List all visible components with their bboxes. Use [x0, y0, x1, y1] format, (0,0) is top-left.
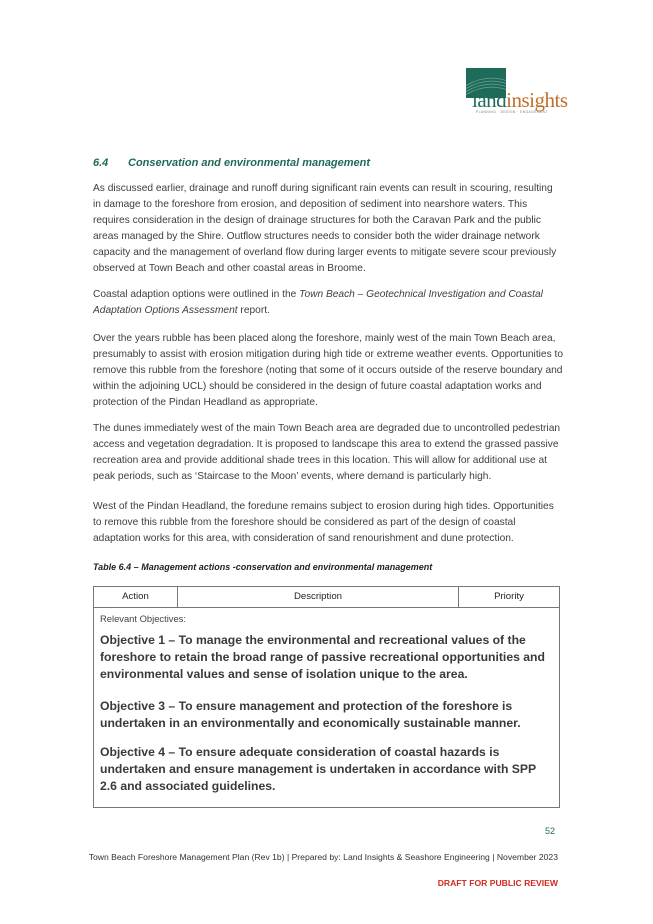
paragraph-drainage: As discussed earlier, drainage and runoff during significant rain events can result in scouring, resulting in damage to the foreshore from erosion, and deposition of sediment into nearshore waters. This requires consideration in the design of drainage structures for both the Caravan Park and the public areas managed by the Shire. Outflow structures needs to consider both the wider drainage network capacity and the management of overland flow during larger events to mitigate severe scour previously observed at Town Beach and other coastal areas in Broome.	[93, 183, 557, 274]
management-actions-table	[93, 586, 560, 808]
company-logo	[466, 68, 568, 116]
objective-3: Objective 3 – To ensure management and protection of the foreshore is undertaken in an environmentally and economically sustainable manner.	[100, 699, 521, 730]
section-number: 6.4	[93, 157, 109, 169]
column-header-priority: Priority	[494, 591, 524, 602]
draft-notice: DRAFT FOR PUBLIC REVIEW	[437, 878, 558, 888]
report-title: Town Beach – Geotechnical Investigation and Coastal Adaptation Options Assessment	[93, 289, 543, 316]
paragraph-coastal-adaption	[93, 287, 563, 319]
relevant-objectives-label: Relevant Objectives:	[100, 613, 186, 624]
objective-1: Objective 1 – To manage the environmental and recreational values of the foreshore to retain the broad range of passive recreational opportunities and environmental values and sense of isolation unique to the area.	[100, 633, 545, 681]
logo-word-land: land	[472, 88, 507, 112]
logo-wordmark	[472, 90, 568, 111]
column-header-action: Action	[94, 587, 178, 607]
page-number: 52	[545, 826, 556, 836]
paragraph-text: report.	[237, 305, 270, 316]
paragraph-dunes: The dunes immediately west of the main Town Beach area are degraded due to uncontrolled pedestrian access and vegetation degradation. It is proposed to landscape this area to extend the grassed passive recreation area and provide additional shade trees in this location. This will allow for additional use at peak periods, such as ‘Staircase to the Moon’ events, where demand is particularly high.	[93, 423, 561, 482]
footer-text: Town Beach Foreshore Management Plan (Rev 1b) | Prepared by: Land Insights & Seashore Engineering | November 2023	[88, 852, 558, 862]
paragraph-rubble: Over the years rubble has been placed along the foreshore, mainly west of the main Town Beach area, presumably to assist with erosion mitigation during high tide or extreme weather events. Opportunities to remove this rubble from the foreshore (noting that some of it occurs outside of the reserve boundary and within the adjoining UCL) should be considered in the design of future coastal adaptation works and protection of the Pindan Headland as appropriate.	[93, 333, 563, 408]
objective-4: Objective 4 – To ensure adequate consideration of coastal hazards is undertaken and ensure management is undertaken in accordance with SPP 2.6 and associated guidelines.	[100, 745, 536, 793]
table-caption: Table 6.4 – Management actions -conservation and environmental management	[93, 562, 433, 572]
logo-word-insights: insights	[506, 88, 568, 112]
column-header-description: Description	[178, 587, 459, 607]
section-title: Conservation and environmental management	[128, 157, 371, 169]
section-heading	[93, 157, 370, 169]
table-header-row	[94, 587, 559, 608]
paragraph-text: Coastal adaption options were outlined in the	[93, 289, 300, 300]
logo-tagline: PLANNING · DESIGN · ENGAGEMENT	[476, 110, 548, 114]
paragraph-pindan-headland: West of the Pindan Headland, the foredune remains subject to erosion during high tides. Opportunities to remove this rubble from the foreshore should be considered as part of the design of coastal adaptation works for this area, with consideration of sand renourishment and dune protection.	[93, 501, 554, 544]
